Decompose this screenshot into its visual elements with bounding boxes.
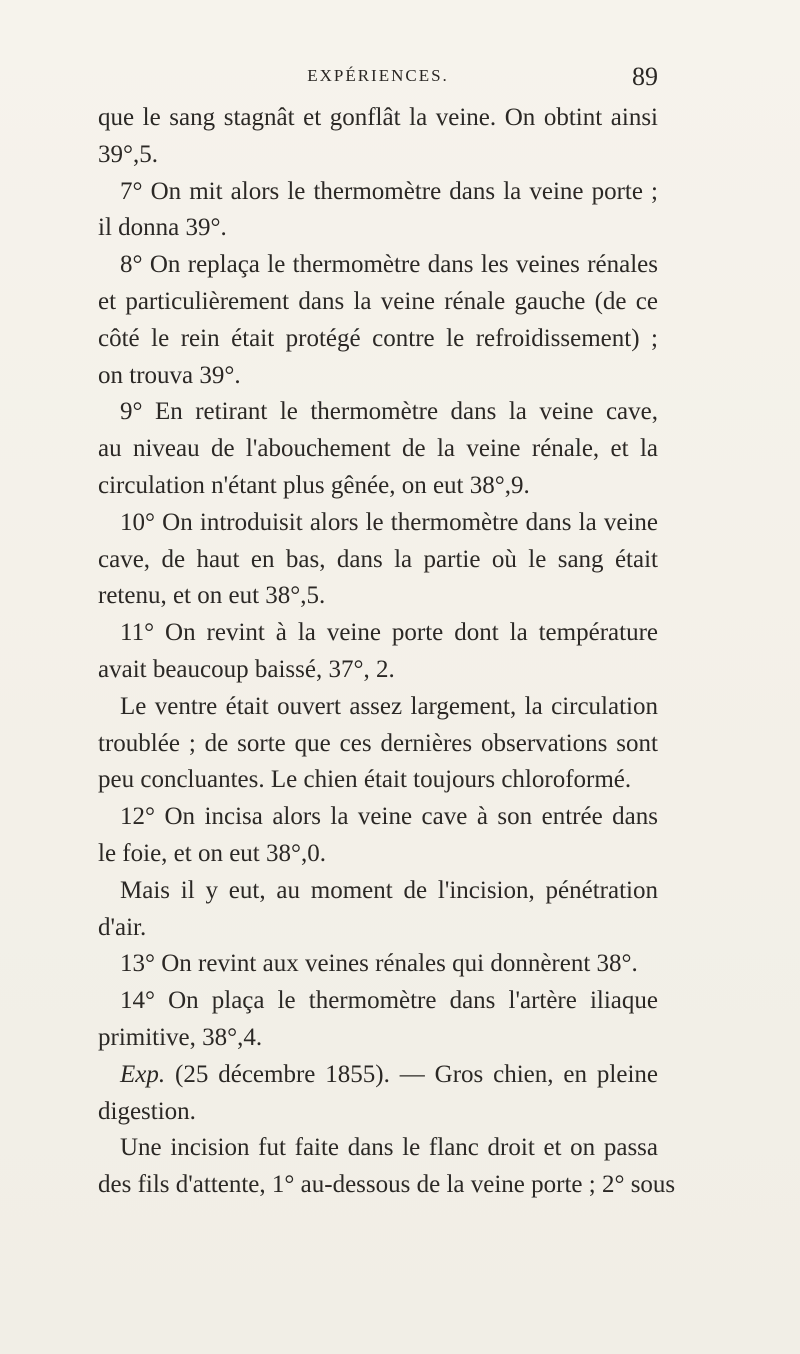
text-line: au niveau de l'abouchement de la veine rénale, et la: [98, 435, 658, 463]
text-line: Une incision fut faite dans le flanc droit et on passa: [120, 1134, 658, 1162]
text-line: troublée ; de sorte que ces dernières observations sont: [98, 729, 658, 757]
text-line: 39°,5.: [98, 140, 158, 168]
text-line: Mais il y eut, au moment de l'incision, pénétration: [120, 876, 658, 904]
text-line: d'air.: [98, 913, 147, 941]
running-title: EXPÉRIENCES.: [307, 66, 449, 85]
text-line: on trouva 39°.: [98, 361, 241, 389]
page-number: 89: [632, 62, 658, 91]
text-line: 13° On revint aux veines rénales qui donnèrent 38°.: [120, 950, 638, 978]
text-line: côté le rein était protégé contre le refroidissement) ;: [98, 324, 658, 352]
body-text: [98, 100, 676, 1204]
text-line: peu concluantes. Le chien était toujours chloroformé.: [98, 766, 632, 794]
text-line: 8° On replaça le thermomètre dans les veines rénales: [120, 251, 658, 279]
text-line: 7° On mit alors le thermomètre dans la veine porte ;: [120, 177, 658, 205]
text-line: 9° En retirant le thermomètre dans la veine cave,: [120, 398, 658, 426]
text-line: 11° On revint à la veine porte dont la température: [120, 619, 658, 647]
text-line: des fils d'attente, 1° au-dessous de la veine porte ; 2° sous: [98, 1171, 676, 1199]
line-text: (25 décembre 1855). — Gros chien, en pleine: [165, 1060, 658, 1088]
text-line: avait beaucoup baissé, 37°, 2.: [98, 655, 395, 683]
text-line: 12° On incisa alors la veine cave à son entrée dans: [120, 803, 658, 831]
text-line: circulation n'étant plus gênée, on eut 38°,9.: [98, 471, 530, 499]
text-line: le foie, et on eut 38°,0.: [98, 839, 326, 867]
text-line: digestion.: [98, 1097, 196, 1125]
text-line: [98, 1057, 658, 1094]
text-line: Le ventre était ouvert assez largement, la circulation: [120, 692, 658, 720]
page-header: [98, 62, 658, 92]
text-line: cave, de haut en bas, dans la partie où le sang était: [98, 545, 658, 573]
text-line: que le sang stagnât et gonflât la veine. On obtint ainsi: [98, 104, 658, 131]
text-line: il donna 39°.: [98, 214, 227, 242]
text-line: retenu, et on eut 38°,5.: [98, 582, 326, 610]
text-line: 10° On introduisit alors le thermomètre dans la veine: [120, 508, 658, 536]
italic-label: Exp.: [120, 1060, 166, 1088]
text-line: primitive, 38°,4.: [98, 1023, 263, 1051]
text-line: et particulièrement dans la veine rénale gauche (de ce: [98, 287, 658, 315]
text-line: 14° On plaça le thermomètre dans l'artère iliaque: [120, 987, 658, 1015]
